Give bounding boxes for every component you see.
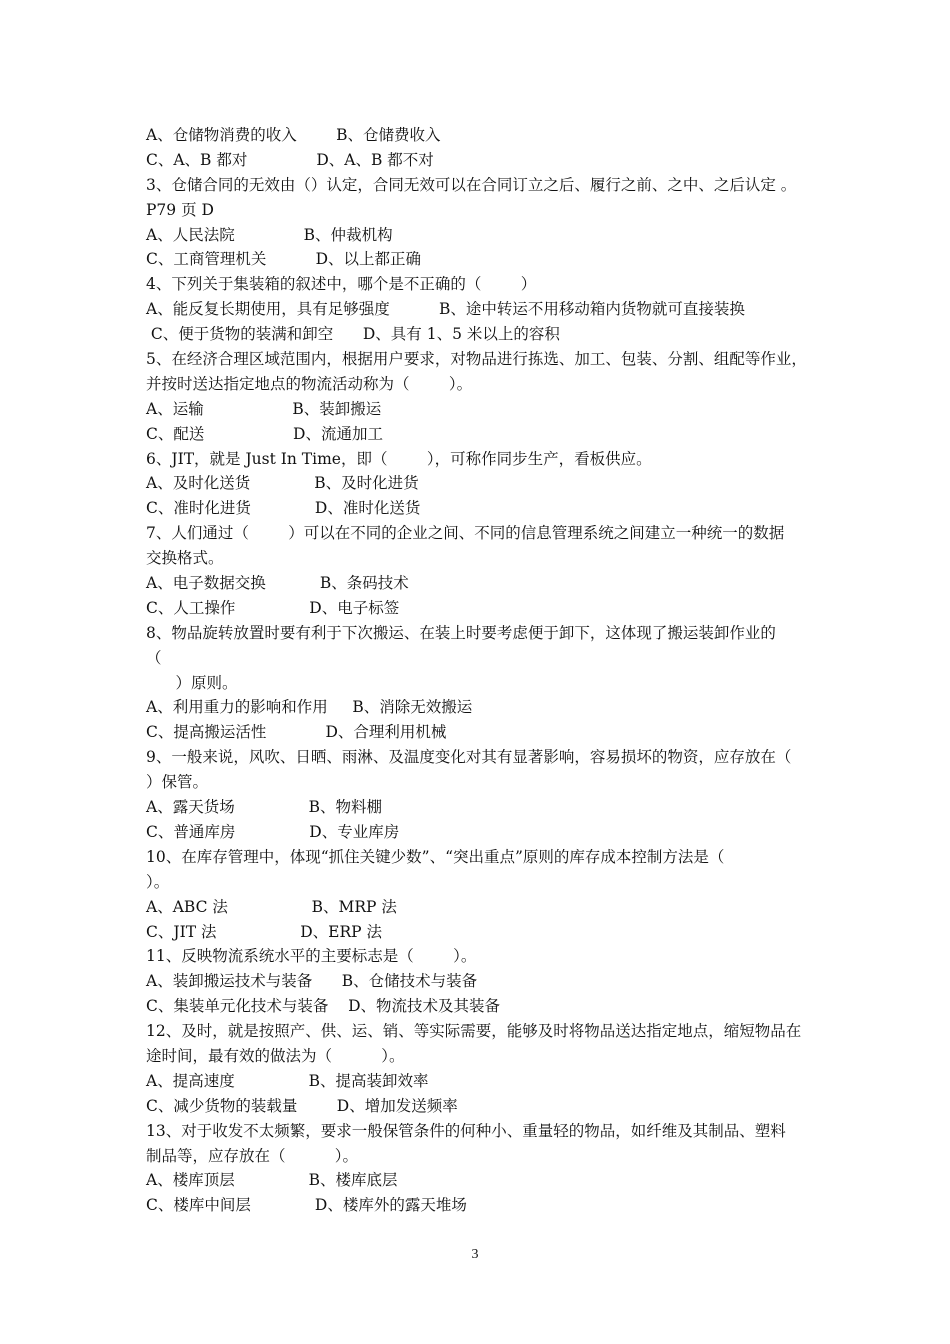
text-line: 交换格式。 — [146, 549, 224, 568]
text-line: 12、及时，就是按照产、供、运、销、等实际需要，能够及时将物品送达指定地点，缩短物品在 — [146, 1022, 802, 1041]
text-line: 10、在库存管理中，体现“抓住关键少数”、“突出重点”原则的库存成本控制方法是（ — [146, 847, 725, 866]
text-line: A、能反复长期使用，具有足够强度 B、途中转运不用移动箱内货物就可直接装换 — [146, 300, 745, 319]
text-line: 11、反映物流系统水平的主要标志是（ ）。 — [146, 947, 477, 966]
text-line: A、电子数据交换 B、条码技术 — [146, 574, 409, 593]
text-line: C、A、B 都对 D、A、B 都不对 — [146, 150, 434, 169]
text-line: A、利用重力的影响和作用 B、消除无效搬运 — [146, 698, 473, 717]
page-number: 3 — [471, 1247, 479, 1262]
text-line: A、露天货场 B、物料棚 — [146, 798, 382, 817]
text-line: 8、物品旋转放置时要有利于下次搬运、在装上时要考虑便于卸下，这体现了搬运装卸作业的 — [146, 623, 776, 642]
text-line: C、楼库中间层 D、楼库外的露天堆场 — [146, 1196, 467, 1215]
text-line: A、提高速度 B、提高装卸效率 — [146, 1071, 429, 1090]
text-line: A、装卸搬运技术与装备 B、仓储技术与装备 — [146, 972, 478, 991]
text-line: 9、一般来说，风吹、日晒、雨淋、及温度变化对其有显著影响，容易损坏的物资，应存放在（ — [146, 748, 792, 767]
text-line: ）。 — [146, 872, 170, 891]
text-line: C、普通库房 D、专业库房 — [146, 822, 400, 841]
text-line: C、JIT 法 D、ERP 法 — [146, 922, 382, 941]
text-line: 5、在经济合理区域范围内，根据用户要求，对物品进行拣选、加工、包装、分割、组配等作业， — [146, 350, 807, 369]
text-line: 3、仓储合同的无效由（）认定，合同无效可以在合同订立之后、履行之前、之中、之后认定 。 — [146, 175, 797, 194]
text-line: A、运输 B、装卸搬运 — [146, 399, 382, 418]
text-line: A、仓储物消费的收入 B、仓储费收入 — [146, 126, 441, 144]
text-line: C、工商管理机关 D、以上都正确 — [146, 250, 422, 269]
text-line: ）原则。 — [146, 673, 238, 692]
text-line: C、准时化进货 D、准时化送货 — [146, 499, 421, 518]
text-line: C、人工操作 D、电子标签 — [146, 598, 400, 617]
text-line: 7、人们通过（ ）可以在不同的企业之间、不同的信息管理系统之间建立一种统一的数据 — [146, 524, 785, 543]
text-line: 13、对于收发不太频繁，要求一般保管条件的何种小、重量轻的物品，如纤维及其制品、塑料 — [146, 1121, 786, 1140]
text-line: 途时间，最有效的做法为（ ）。 — [146, 1046, 405, 1065]
text-line: C、便于货物的装满和卸空 D、具有 1、5 米以上的容积 — [146, 325, 560, 344]
text-line: 4、下列关于集装箱的叙述中，哪个是不正确的（ ） — [146, 275, 537, 294]
text-line: C、减少货物的装载量 D、增加发送频率 — [146, 1096, 458, 1115]
text-line: C、集装单元化技术与装备 D、物流技术及其装备 — [146, 997, 500, 1016]
text-line: A、人民法院 B、仲裁机构 — [146, 225, 393, 244]
text-line: A、及时化送货 B、及时化进货 — [146, 474, 419, 493]
document-body — [146, 123, 821, 1218]
text-line: 并按时送达指定地点的物流活动称为（ ）。 — [146, 374, 473, 393]
text-line: A、ABC 法 B、MRP 法 — [146, 897, 397, 916]
text-line: A、楼库顶层 B、楼库底层 — [146, 1171, 398, 1190]
text-line: ）保管。 — [146, 773, 209, 792]
text-line: （ — [146, 648, 162, 667]
text-line: C、提高搬运活性 D、合理利用机械 — [146, 723, 447, 742]
text-line: C、配送 D、流通加工 — [146, 424, 383, 443]
text-line: 6、JIT，就是 Just In Time，即（ ），可称作同步生产，看板供应。 — [146, 449, 652, 468]
text-line: 制品等，应存放在（ ）。 — [146, 1146, 359, 1165]
text-line: P79 页 D — [146, 200, 214, 219]
